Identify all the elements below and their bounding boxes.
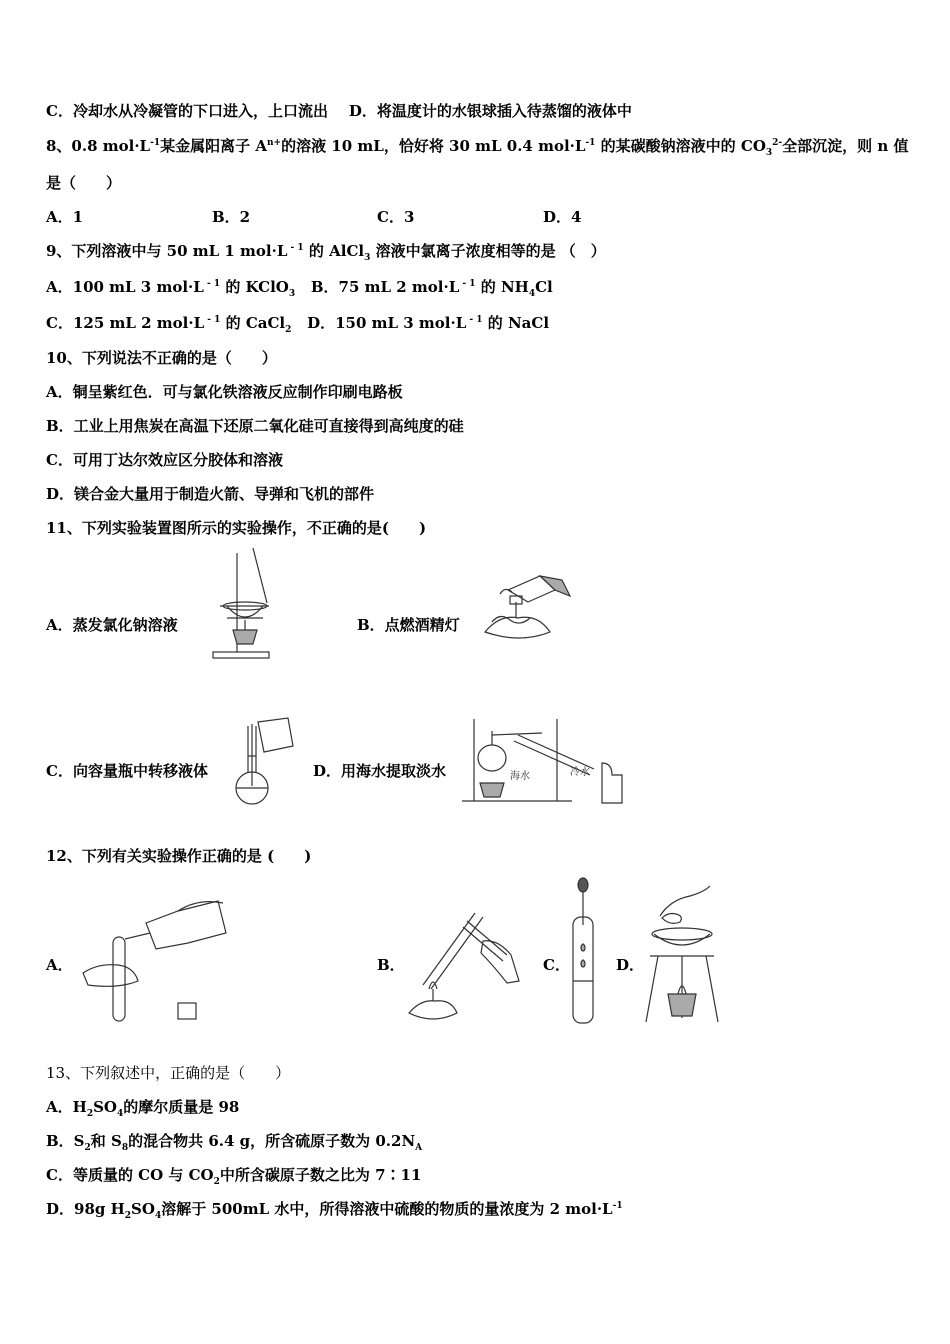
q13-option-d: D．98g $H_2SO_4$溶解于 500mL 水中，所得溶液中硫酸的物质的量浓度为 2 $mol\cdot L^{-1}$ — [46, 1200, 623, 1221]
seawater-distillation-figure — [462, 713, 632, 805]
q9-option-c: C．125 mL 2 mol·L $^{- 1}$ 的 CaCl$_2$ — [46, 314, 292, 335]
q9-option-a: A．100 mL 3 mol·L $^{- 1}$ 的 KClO$_3$ — [46, 278, 296, 299]
q8-stem: 8、0.8 $mol\cdot L^{-1}$某金属阳离子 $A^{n+}$的溶液 10 mL，恰好将 30 mL 0.4 $mol\cdot L^{-1}$ 的某碳酸钠溶液中的 $CO_3^{2-}$全部沉淀，则 n 值 — [46, 137, 909, 158]
pouring-liquid-figure — [78, 893, 228, 1025]
alcohol-lamp-lighting-figure — [480, 572, 580, 652]
evaporation-apparatus-figure — [205, 548, 295, 663]
q8-option-c: C．3 — [377, 208, 415, 226]
q9-option-d: D．150 mL 3 mol·L $^{- 1}$ 的 NaCl — [307, 314, 550, 332]
q8-option-a: A．1 — [46, 208, 84, 226]
evaporating-dish-figure — [640, 886, 725, 1026]
q9-option-b: B．75 mL 2 mol·L $^{- 1}$ 的 $NH_4Cl$ — [310, 278, 553, 299]
svg-text:海水: 海水 — [510, 771, 530, 782]
q9-stem: 9、下列溶液中与 50 mL 1 mol·L $^{- 1}$ 的 AlCl$_3$ 溶液中氯离子浓度相等的是 （ ） — [46, 242, 606, 263]
q10-option-b: B．工业上用焦炭在高温下还原二氧化硅可直接得到高纯度的硅 — [46, 417, 464, 435]
q7-option-d: D．将温度计的水银球插入待蒸馏的液体中 — [348, 102, 632, 120]
q12-option-b: B． — [377, 956, 405, 974]
q8-stem-line2: 是（ ） — [46, 174, 122, 192]
q12-option-c: C． — [543, 956, 570, 974]
q10-stem: 10、下列说法不正确的是（ ） — [46, 349, 277, 367]
q11-option-a: A．蒸发氯化钠溶液 — [46, 616, 178, 634]
q12-stem: 12、下列有关实验操作正确的是 ( ) — [46, 847, 312, 865]
q7-option-c: C．冷却水从冷凝管的下口进入，上口流出 D．将温度计的水银球插入待蒸馏的液体中 — [46, 102, 632, 120]
q10-option-c: C．可用丁达尔效应区分胶体和溶液 — [46, 451, 283, 469]
svg-text:冷水: 冷水 — [570, 767, 590, 778]
volumetric-flask-transfer-figure — [228, 716, 298, 808]
q8-option-b: B．2 — [212, 208, 251, 226]
dropper-test-tube-figure — [568, 877, 598, 1027]
q10-option-d: D．镁合金大量用于制造火箭、导弹和飞机的部件 — [46, 485, 375, 503]
q11-option-d: D．用海水提取淡水 — [313, 762, 447, 780]
q11-option-c: C．向容量瓶中转移液体 — [46, 762, 208, 780]
q11-option-b: B．点燃酒精灯 — [357, 616, 460, 634]
q12-option-a: A． — [46, 956, 73, 974]
q13-stem: 13、下列叙述中，正确的是（ ） — [46, 1064, 291, 1082]
q12-option-d: D． — [616, 956, 645, 974]
q9-options-ab — [46, 277, 553, 297]
q13-option-a: A．$H_2SO_4$的摩尔质量是 98 — [46, 1098, 240, 1119]
q8-option-d: D．4 — [543, 208, 582, 226]
q13-option-b: B．$S_2$和 $S_8$的混合物共 6.4 g，所含硫原子数为 $0.2N_A$ — [46, 1132, 423, 1153]
q11-stem: 11、下列实验装置图所示的实验操作，不正确的是( ) — [46, 519, 427, 537]
q13-option-c: C．等质量的 CO 与 $CO_2$中所含碳原子数之比为 7∶11 — [46, 1166, 422, 1187]
heating-test-tube-figure — [403, 905, 523, 1030]
q9-options-cd — [46, 313, 549, 333]
q10-option-a: A．铜呈紫红色．可与氯化铁溶液反应制作印刷电路板 — [46, 383, 403, 401]
